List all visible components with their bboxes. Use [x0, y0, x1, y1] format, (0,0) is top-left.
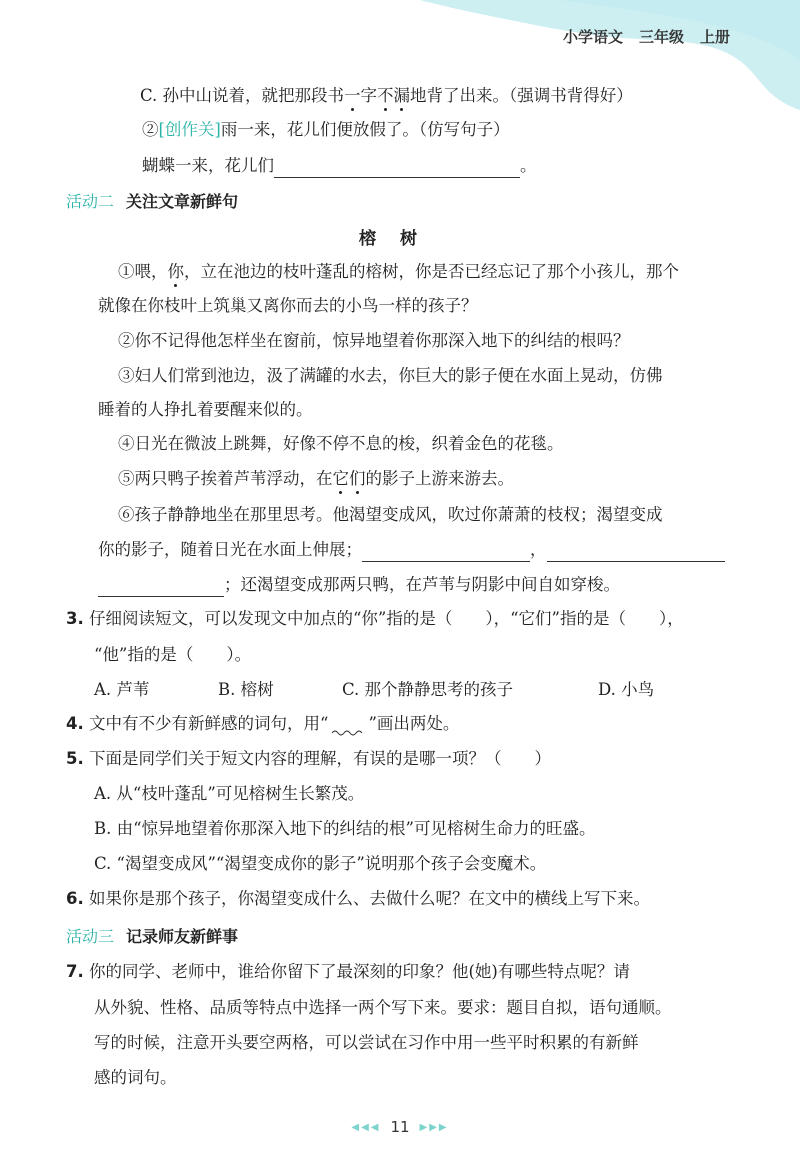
passage-p4: ④日光在微波上跳舞，好像不停不息的梭，织着金色的花毯。: [118, 434, 564, 453]
question-number: ②: [142, 120, 159, 139]
wavy-underline-icon: [328, 722, 368, 736]
question-number: 4.: [66, 714, 84, 733]
passage-p6-line1: ⑥孩子静静地坐在那里思考。他渴望变成风，吹过你萧萧的枝杈；渴望变成: [118, 505, 663, 524]
question-4-text-b: ”画出两处。: [368, 714, 460, 733]
p6-text-a: 你的影子，随着日光在水面上伸展；: [98, 540, 362, 559]
question-5: [66, 747, 551, 771]
question-4: [66, 712, 459, 736]
emphasis-char: 漏: [393, 86, 411, 105]
page-number: 11: [390, 1118, 410, 1136]
passage-p3-line2: 睡着的人挣扎着要醒来似的。: [98, 400, 313, 419]
passage-p6-line3: [98, 573, 620, 597]
question-3-text: 仔细阅读短文，可以发现文中加点的“你”指的是（ ），“它们”指的是（ ），: [89, 609, 684, 628]
activity-3-heading: [66, 925, 238, 949]
question-5-option-a[interactable]: A. 从“枝叶蓬乱”可见榕树生长繁茂。: [94, 784, 365, 803]
question-5-option-c[interactable]: C. “渴望变成风”“渴望变成你的影子”说明那个孩子会变魔术。: [94, 854, 547, 873]
option-a[interactable]: A. 芦苇: [94, 680, 150, 699]
activity-2-tag: 活动二: [66, 192, 115, 211]
passage-p1-line2: 就像在你枝叶上筑巢又离你而去的小鸟一样的孩子？: [98, 296, 478, 315]
p5-text-a: ⑤两只鸭子挨着芦苇浮动，在: [118, 469, 333, 488]
emphasis-char: 们: [349, 469, 366, 488]
answer-blank[interactable]: [274, 159, 520, 178]
emphasis-char: 不: [377, 86, 394, 105]
activity-2-title: 关注文章新鲜句: [126, 192, 239, 211]
answer-prefix: 蝴蝶一来，花儿们: [142, 156, 274, 175]
question-5-text: 下面是同学们关于短文内容的理解，有误的是哪一项？（ ）: [89, 749, 551, 768]
p6-text-b: ，: [530, 540, 547, 559]
activity-2-heading: [66, 190, 238, 214]
option-d[interactable]: D. 小鸟: [598, 680, 655, 699]
page-header: [563, 26, 730, 47]
question-number: 3.: [66, 609, 84, 628]
creative-question: [142, 118, 510, 142]
question-7-line3: 写的时候，注意开头要空两格，可以尝试在习作中用一些平时积累的有新鲜: [94, 1033, 639, 1052]
p5-text-b: 的影子上游来游去。: [365, 469, 514, 488]
passage-p5: [118, 467, 514, 491]
right-arrows-icon: ▶▶▶: [419, 1122, 449, 1133]
creative-answer-line: [142, 154, 537, 178]
question-6: [66, 887, 650, 911]
p6-text-c: ；还渴望变成那两只鸭，在芦苇与阴影中间自如穿梭。: [224, 575, 620, 594]
option-c-text-a: C. 孙中山说着，就把那段书: [140, 86, 345, 105]
option-b[interactable]: B. 榕树: [218, 680, 274, 699]
option-c-line: [140, 84, 633, 108]
emphasis-char: 它: [332, 469, 349, 488]
question-7: [66, 960, 630, 984]
question-number: 7.: [66, 962, 84, 981]
question-4-text-a: 文中有不少有新鲜感的词句，用“: [89, 714, 329, 733]
passage-title: 榕树: [359, 229, 441, 249]
question-7-line2: 从外貌、性格、品质等特点中选择一两个写下来。要求：题目自拟，语句通顺。: [94, 998, 672, 1017]
emphasis-char: 你: [167, 262, 184, 281]
option-c-text-b: 字: [360, 86, 378, 105]
answer-suffix: 。: [520, 156, 537, 175]
left-arrows-icon: ◀◀◀: [351, 1122, 381, 1133]
passage-p3-line1: ③妇人们常到池边，汲了满罐的水去，你巨大的影子便在水面上晃动，仿佛: [118, 366, 663, 385]
answer-blank[interactable]: [547, 543, 725, 562]
answer-blank[interactable]: [98, 578, 224, 597]
question-7-line1: 你的同学、老师中，谁给你留下了最深刻的印象？他(她)有哪些特点呢？请: [89, 962, 630, 981]
page-footer: [0, 1118, 800, 1136]
p1-text-b: ，立在池边的枝叶蓬乱的榕树，你是否已经忘记了那个小孩儿，那个: [184, 262, 679, 281]
emphasis-char: 一: [344, 86, 361, 105]
passage-p2: ②你不记得他怎样坐在窗前，惊异地望着你那深入地下的纠结的根吗？: [118, 331, 630, 350]
creative-tag: [创作关]: [158, 120, 221, 139]
question-6-text: 如果你是那个孩子，你渴望变成什么、去做什么呢？在文中的横线上写下来。: [89, 889, 650, 908]
passage-p6-line2: [98, 538, 725, 562]
question-7-line4: 感的词句。: [94, 1068, 177, 1087]
question-3-line2: “他”指的是（ ）。: [94, 645, 252, 664]
question-3: [66, 607, 684, 631]
option-c-text-c: 地背了出来。（强调书背得好）: [410, 86, 633, 105]
passage-p1-line1: [118, 260, 679, 284]
activity-3-title: 记录师友新鲜事: [126, 927, 239, 946]
p1-text-a: ①喂，: [118, 262, 168, 281]
answer-blank[interactable]: [362, 543, 530, 562]
header-grade: 三年级: [638, 28, 684, 46]
header-volume: 上册: [699, 28, 730, 46]
question-5-option-b[interactable]: B. 由“惊异地望着你那深入地下的纠结的根”可见榕树生命力的旺盛。: [94, 819, 596, 838]
question-number: 5.: [66, 749, 84, 768]
activity-3-tag: 活动三: [66, 927, 115, 946]
option-c[interactable]: C. 那个静静思考的孩子: [342, 680, 514, 699]
question-number: 6.: [66, 889, 84, 908]
header-subject: 小学语文: [562, 28, 623, 46]
creative-question-text: 雨一来，花儿们便放假了。（仿写句子）: [220, 120, 510, 139]
